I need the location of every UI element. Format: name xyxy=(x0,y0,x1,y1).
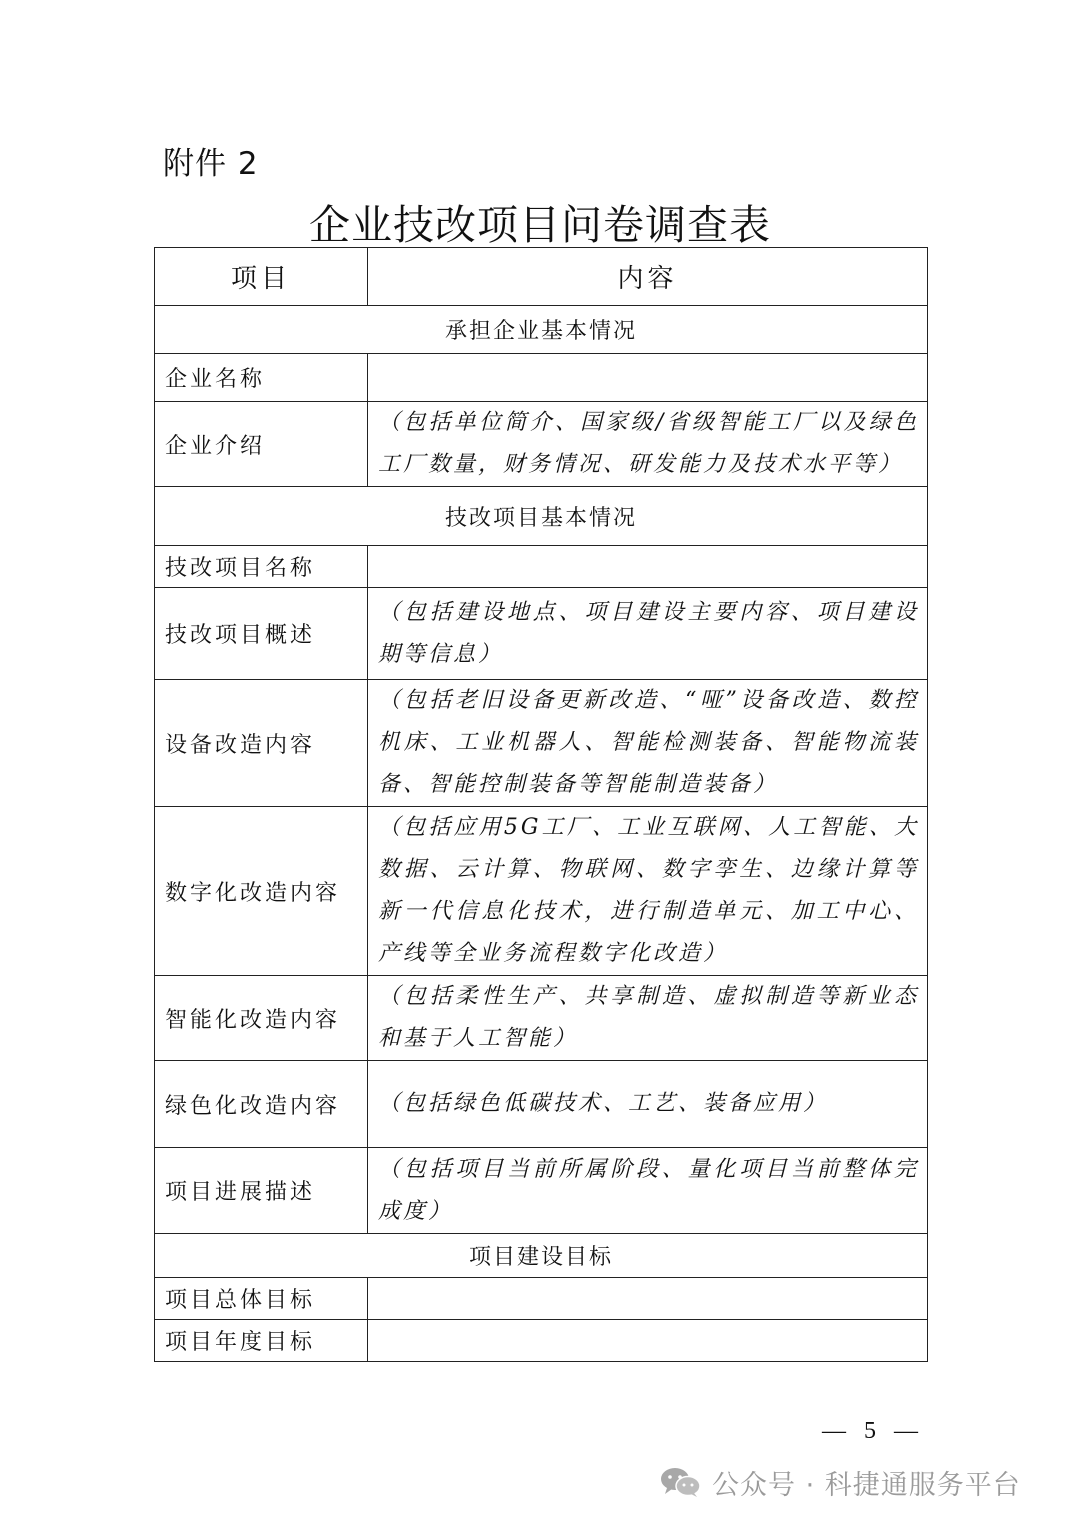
header-item: 项目 xyxy=(155,248,368,306)
row-label: 绿色化改造内容 xyxy=(155,1061,368,1148)
row-content[interactable]: （包括绿色低碳技术、工艺、装备应用） xyxy=(368,1061,928,1148)
row-content[interactable]: （包括柔性生产、共享制造、虚拟制造等新业态和基于人工智能） xyxy=(368,976,928,1061)
row-label: 项目进展描述 xyxy=(155,1148,368,1234)
row-content[interactable] xyxy=(368,354,928,402)
row-label: 项目总体目标 xyxy=(155,1278,368,1320)
table-row xyxy=(155,1148,928,1234)
row-label: 企业名称 xyxy=(155,354,368,402)
page-number: — 5 — xyxy=(822,1418,924,1444)
table-row xyxy=(155,546,928,588)
row-content[interactable] xyxy=(368,546,928,588)
row-content[interactable]: （包括项目当前所属阶段、量化项目当前整体完成度） xyxy=(368,1148,928,1234)
row-label: 智能化改造内容 xyxy=(155,976,368,1061)
row-label: 企业介绍 xyxy=(155,402,368,487)
row-label: 项目年度目标 xyxy=(155,1320,368,1362)
row-content[interactable]: （包括应用5G工厂、工业互联网、人工智能、大数据、云计算、物联网、数字孪生、边缘计算等新一代信息化技术，进行制造单元、加工中心、产线等全业务流程数字化改造） xyxy=(368,807,928,976)
document-title: 企业技改项目问卷调查表 xyxy=(309,201,771,249)
table-row xyxy=(155,588,928,680)
row-label: 设备改造内容 xyxy=(155,680,368,807)
table-row xyxy=(155,354,928,402)
section-row-project xyxy=(155,487,928,546)
row-content[interactable]: （包括老旧设备更新改造、“哑”设备改造、数控机床、工业机器人、智能检测装备、智能物流装备、智能控制装备等智能制造装备） xyxy=(368,680,928,807)
row-content[interactable] xyxy=(368,1320,928,1362)
wechat-icon xyxy=(660,1466,702,1498)
row-label: 数字化改造内容 xyxy=(155,807,368,976)
table-row xyxy=(155,1061,928,1148)
attachment-label: 附件 2 xyxy=(163,146,259,182)
table-header-row xyxy=(155,248,928,306)
section-title-goals: 项目建设目标 xyxy=(155,1234,928,1278)
section-row-goals xyxy=(155,1234,928,1278)
watermark xyxy=(660,1462,1021,1502)
table-row xyxy=(155,402,928,487)
section-row-enterprise xyxy=(155,306,928,354)
survey-table xyxy=(154,247,928,1362)
table-row xyxy=(155,976,928,1061)
row-content[interactable] xyxy=(368,1278,928,1320)
table-row xyxy=(155,1278,928,1320)
header-content: 内容 xyxy=(368,248,928,306)
table-row xyxy=(155,1320,928,1362)
section-title-enterprise: 承担企业基本情况 xyxy=(155,306,928,354)
table-row xyxy=(155,807,928,976)
row-content[interactable]: （包括建设地点、项目建设主要内容、项目建设期等信息） xyxy=(368,588,928,680)
row-label: 技改项目名称 xyxy=(155,546,368,588)
watermark-text: 公众号 · 科捷通服务平台 xyxy=(712,1469,1021,1501)
row-content[interactable]: （包括单位简介、国家级/省级智能工厂以及绿色工厂数量，财务情况、研发能力及技术水平等） xyxy=(368,402,928,487)
section-title-project: 技改项目基本情况 xyxy=(155,487,928,546)
table-row xyxy=(155,680,928,807)
row-label: 技改项目概述 xyxy=(155,588,368,680)
